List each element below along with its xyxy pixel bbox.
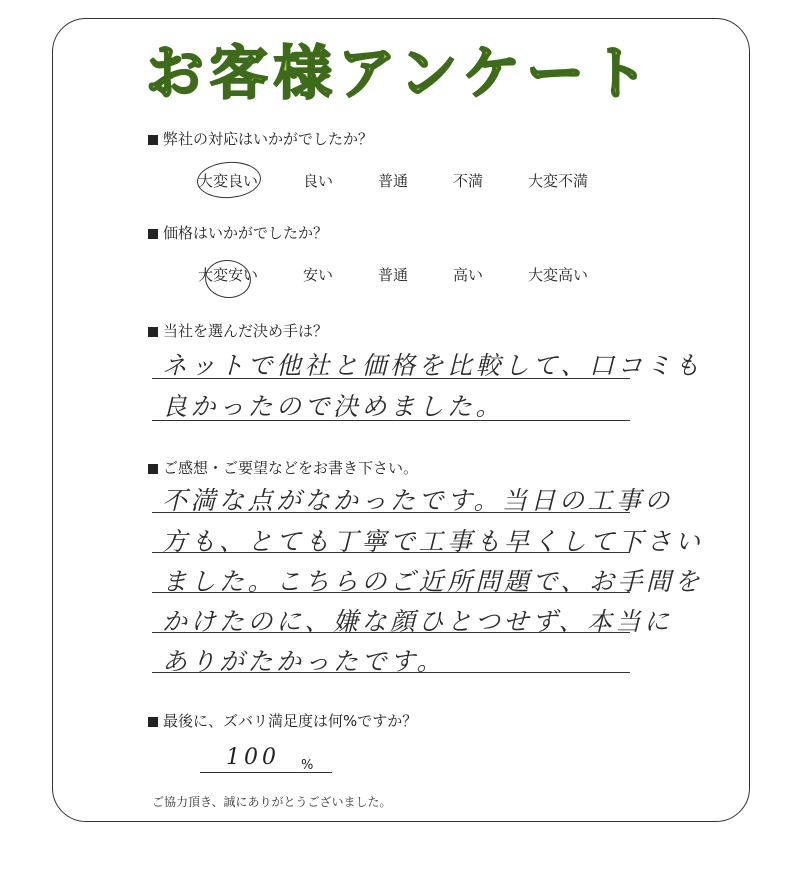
- answer-rule: [152, 592, 630, 593]
- answer-reason-line-2: 良かったので決めました。: [162, 392, 505, 421]
- option-service-1[interactable]: 大変良い: [197, 172, 259, 190]
- option-service-3[interactable]: 普通: [377, 172, 409, 190]
- option-price-5[interactable]: 大変高い: [527, 266, 589, 284]
- answer-rule: [152, 672, 630, 673]
- question-satisfaction-label: 最後に、ズバリ満足度は何%ですか？: [163, 712, 418, 730]
- answer-rule: [152, 552, 630, 553]
- answer-rule: [152, 378, 630, 379]
- option-service-4[interactable]: 不満: [452, 172, 484, 190]
- question-service-label: 弊社の対応はいかがでしたか？: [163, 130, 374, 148]
- question-comments-label: ご感想・ご要望などをお書き下さい。: [163, 459, 419, 477]
- satisfaction-rule: [200, 772, 332, 773]
- bullet-square-icon: [148, 717, 158, 727]
- answer-comments-line-3: ました。こちらのご近所問題で、お手間を: [162, 567, 704, 596]
- question-service: [148, 128, 373, 149]
- answer-comments-line-4: かけたのに、嫌な顔ひとつせず、本当に: [162, 607, 673, 636]
- answer-rule: [152, 512, 630, 513]
- thanks-message: ご協力頂き、誠にありがとうございました。: [152, 795, 392, 809]
- question-comments: [148, 457, 418, 478]
- answer-reason-line-1: ネットで他社と価格を比較して、口コミも: [162, 351, 704, 380]
- bullet-square-icon: [148, 229, 158, 239]
- option-price-4[interactable]: 高い: [452, 266, 484, 284]
- question-reason: [148, 320, 328, 341]
- question-reason-label: 当社を選んだ決め手は？: [163, 322, 329, 340]
- option-price-3[interactable]: 普通: [377, 266, 409, 284]
- answer-rule: [152, 420, 630, 421]
- option-price-1[interactable]: 大変安い: [197, 266, 259, 284]
- question-price: [148, 222, 328, 243]
- satisfaction-unit: %: [301, 758, 314, 773]
- bullet-square-icon: [148, 135, 158, 145]
- answer-comments-line-2: 方も、とても丁寧で工事も早くして下さい: [162, 527, 704, 556]
- bullet-square-icon: [148, 464, 158, 474]
- bullet-square-icon: [148, 327, 158, 337]
- question-satisfaction: [148, 710, 417, 731]
- option-service-2[interactable]: 良い: [302, 172, 334, 190]
- answer-comments-line-1: 不満な点がなかったです。当日の工事の: [162, 486, 674, 515]
- option-price-2[interactable]: 安い: [302, 266, 334, 284]
- satisfaction-value: 100: [226, 745, 280, 770]
- answer-comments-line-5: ありがたかったです。: [162, 647, 446, 676]
- question-price-label: 価格はいかがでしたか？: [163, 224, 329, 242]
- answer-rule: [152, 632, 630, 633]
- page-title: お客様アンケート: [145, 39, 655, 107]
- option-service-5[interactable]: 大変不満: [527, 172, 589, 190]
